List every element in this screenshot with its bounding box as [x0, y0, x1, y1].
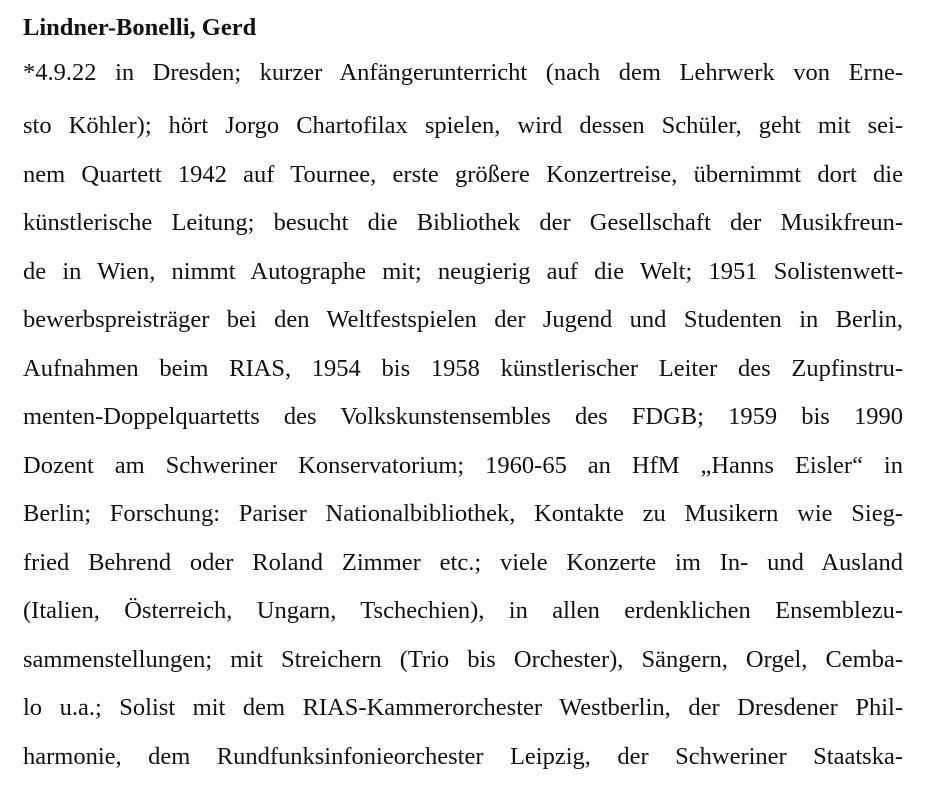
text-line: menten-Doppelquartetts des Volkskunstensembles des FDGB; 1959 bis 1990 [23, 403, 903, 430]
text-line: künstlerische Leitung; besucht die Bibliothek der Gesellschaft der Musikfreun- [23, 209, 903, 236]
entry-body [23, 44, 903, 781]
text-line: harmonie, dem Rundfunksinfonieorchester Leipzig, der Schweriner Staatska- [23, 742, 903, 770]
text-line: lo u.a.; Solist mit dem RIAS-Kammerorchester Westberlin, der Dresdener Phil- [23, 694, 903, 721]
document-page [23, 12, 903, 781]
text-line: Dozent am Schweriner Konservatorium; 1960-65 an HfM „Hanns Eisler“ in [23, 451, 903, 479]
text-line: *4.9.22 in Dresden; kurzer Anfängerunterricht (nach dem Lehrwerk von Erne- [23, 59, 903, 86]
text-line: de in Wien, nimmt Autographe mit; neugierig auf die Welt; 1951 Solistenwett- [23, 257, 903, 285]
entry-heading: Lindner-Bonelli, Gerd [23, 14, 257, 41]
text-line: sto Köhler); hört Jorgo Chartofilax spielen, wird dessen Schüler, geht mit sei- [23, 112, 903, 139]
text-line: bewerbspreisträger bei den Weltfestspielen der Jugend und Studenten in Berlin, [23, 306, 903, 333]
text-line: nem Quartett 1942 auf Tournee, erste größere Konzertreise, übernimmt dort die [23, 160, 903, 188]
text-line: Berlin; Forschung: Pariser Nationalbibliothek, Kontakte zu Musikern wie Sieg- [23, 500, 903, 527]
text-line: Aufnahmen beim RIAS, 1954 bis 1958 künstlerischer Leiter des Zupfinstru- [23, 354, 903, 382]
text-line: fried Behrend oder Roland Zimmer etc.; viele Konzerte im In- und Ausland [23, 548, 903, 576]
text-line: sammenstellungen; mit Streichern (Trio bis Orchester), Sängern, Orgel, Cemba- [23, 645, 903, 673]
text-line: (Italien, Österreich, Ungarn, Tschechien), in allen erdenklichen Ensemblezu- [23, 597, 903, 624]
